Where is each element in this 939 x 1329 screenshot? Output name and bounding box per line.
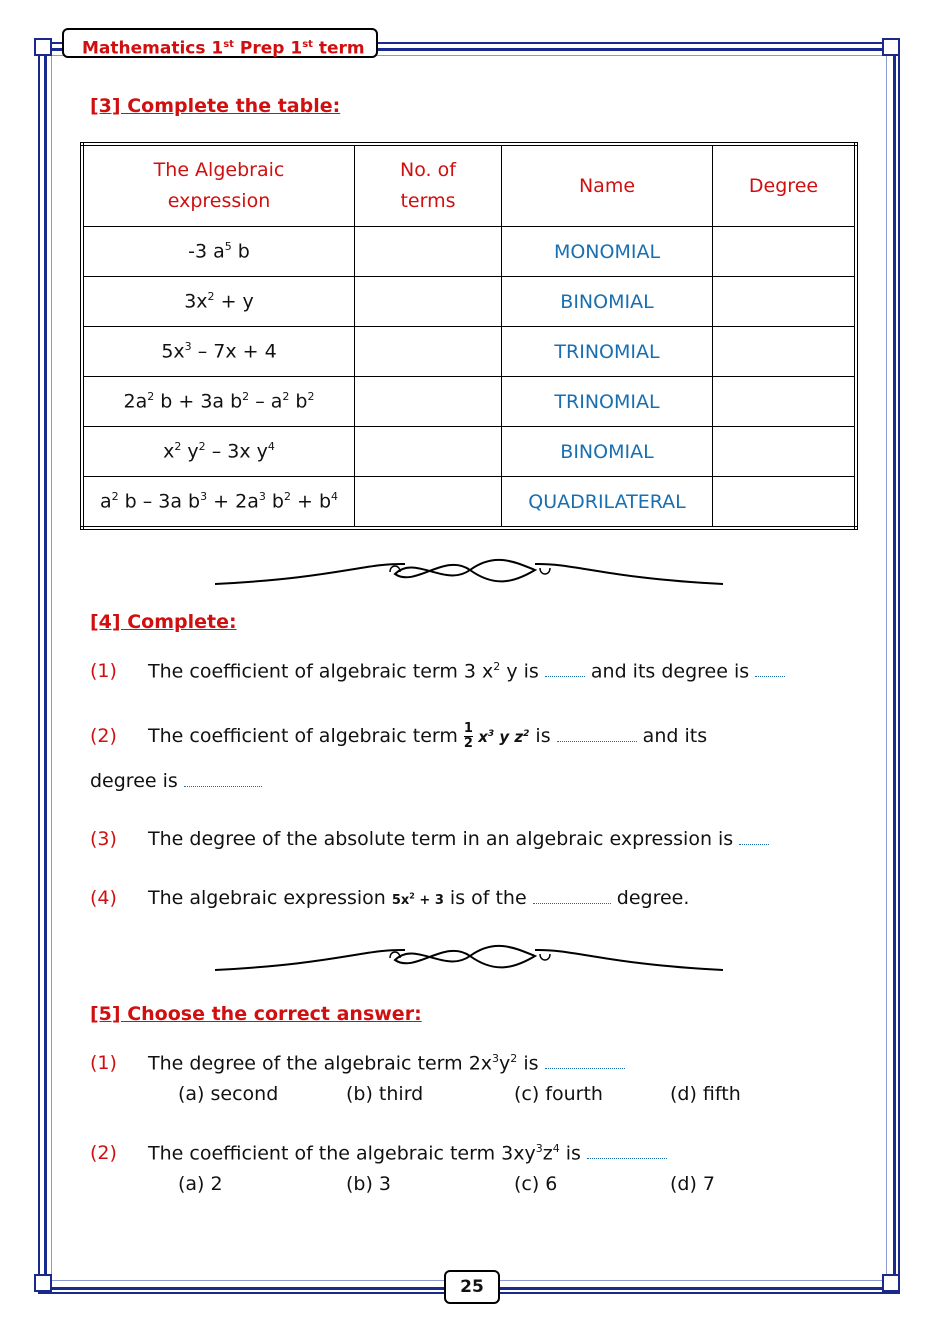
answer-blank[interactable]	[545, 1067, 625, 1069]
section-5-title: [5] Choose the correct answer:	[90, 1003, 422, 1025]
degree-answer-cell[interactable]	[713, 277, 857, 327]
expression-cell: $2a^2$ b + 3a $b^2 - a^2$ $b^2$	[82, 377, 355, 427]
terms-answer-cell[interactable]	[355, 427, 502, 477]
ornament-divider	[215, 944, 723, 984]
terms-answer-cell[interactable]	[355, 277, 502, 327]
table-row	[82, 327, 856, 377]
name-cell: MONOMIAL	[502, 227, 713, 277]
degree-answer-cell[interactable]	[713, 377, 857, 427]
degree-answer-cell[interactable]	[713, 477, 857, 529]
corner-ornament	[34, 38, 52, 56]
col-degree-header: Degree	[713, 144, 857, 227]
terms-answer-cell[interactable]	[355, 227, 502, 277]
header-title: Mathematics 1st Prep 1st term	[62, 28, 378, 58]
complete-q1: (1) The coefficient of algebraic term 3 $x^2$ y is and its degree is	[90, 660, 785, 682]
complete-q2-line2: degree is	[90, 770, 262, 792]
choice-d[interactable]: (d) 7	[670, 1173, 716, 1195]
section-4-title: [4] Complete:	[90, 611, 237, 633]
col-expression-header: The Algebraic expression	[82, 144, 355, 227]
table-row	[82, 427, 856, 477]
fraction-one-half: $\frac{1}{2}$	[463, 721, 473, 751]
answer-blank[interactable]	[533, 902, 611, 904]
name-cell: BINOMIAL	[502, 427, 713, 477]
terms-answer-cell[interactable]	[355, 377, 502, 427]
name-cell: TRINOMIAL	[502, 327, 713, 377]
corner-ornament	[882, 38, 900, 56]
choice-d[interactable]: (d) fifth	[670, 1083, 741, 1105]
page-number: 25	[444, 1270, 500, 1304]
table-row	[82, 377, 856, 427]
choose-q2: (2) The coefficient of the algebraic term $3xy^3z^4$ is	[90, 1142, 667, 1164]
choose-q1: (1) The degree of the algebraic term $2x^3y^2$ is	[90, 1052, 625, 1074]
ornament-divider	[215, 558, 723, 598]
choice-a[interactable]: (a) second	[178, 1083, 279, 1105]
expression-cell: $3x^2 + y$	[82, 277, 355, 327]
col-terms-header: No. of terms	[355, 144, 502, 227]
section-3-title: [3] Complete the table:	[90, 95, 341, 117]
expression-cell: $5x^3 - 7x + 4$	[82, 327, 355, 377]
corner-ornament	[882, 1274, 900, 1292]
table-header-row	[82, 144, 856, 227]
name-cell: QUADRILATERAL	[502, 477, 713, 529]
col-name-header: Name	[502, 144, 713, 227]
complete-q3: (3) The degree of the absolute term in an algebraic expression is	[90, 828, 769, 850]
terms-answer-cell[interactable]	[355, 327, 502, 377]
answer-blank[interactable]	[587, 1157, 667, 1159]
degree-answer-cell[interactable]	[713, 427, 857, 477]
choice-b[interactable]: (b) 3	[346, 1173, 392, 1195]
table-row	[82, 227, 856, 277]
expression-cell: $a^2$ b – 3a $b^3 + 2a^3$ $b^2 + b^4$	[82, 477, 355, 529]
terms-answer-cell[interactable]	[355, 477, 502, 529]
choice-a[interactable]: (a) 2	[178, 1173, 223, 1195]
name-cell: BINOMIAL	[502, 277, 713, 327]
corner-ornament	[34, 1274, 52, 1292]
table-row	[82, 277, 856, 327]
degree-answer-cell[interactable]	[713, 327, 857, 377]
choice-c[interactable]: (c) fourth	[514, 1083, 603, 1105]
complete-q2: (2) The coefficient of algebraic term $\frac{1}{2} x^3$ y $z^2$ is and its	[90, 721, 708, 751]
choice-b[interactable]: (b) third	[346, 1083, 424, 1105]
table-row	[82, 477, 856, 529]
algebra-table	[80, 142, 858, 530]
expression-cell: $x^2$ $y^2 - 3x$ $y^4$	[82, 427, 355, 477]
choice-c[interactable]: (c) 6	[514, 1173, 558, 1195]
answer-blank[interactable]	[739, 843, 769, 845]
answer-blank[interactable]	[755, 675, 785, 677]
answer-blank[interactable]	[184, 785, 262, 787]
expression-cell: -3 $a^5$ b	[82, 227, 355, 277]
name-cell: TRINOMIAL	[502, 377, 713, 427]
degree-answer-cell[interactable]	[713, 227, 857, 277]
answer-blank[interactable]	[557, 740, 637, 742]
answer-blank[interactable]	[545, 675, 585, 677]
complete-q4: (4) The algebraic expression $5x^2 + 3$ is of the degree.	[90, 887, 690, 909]
